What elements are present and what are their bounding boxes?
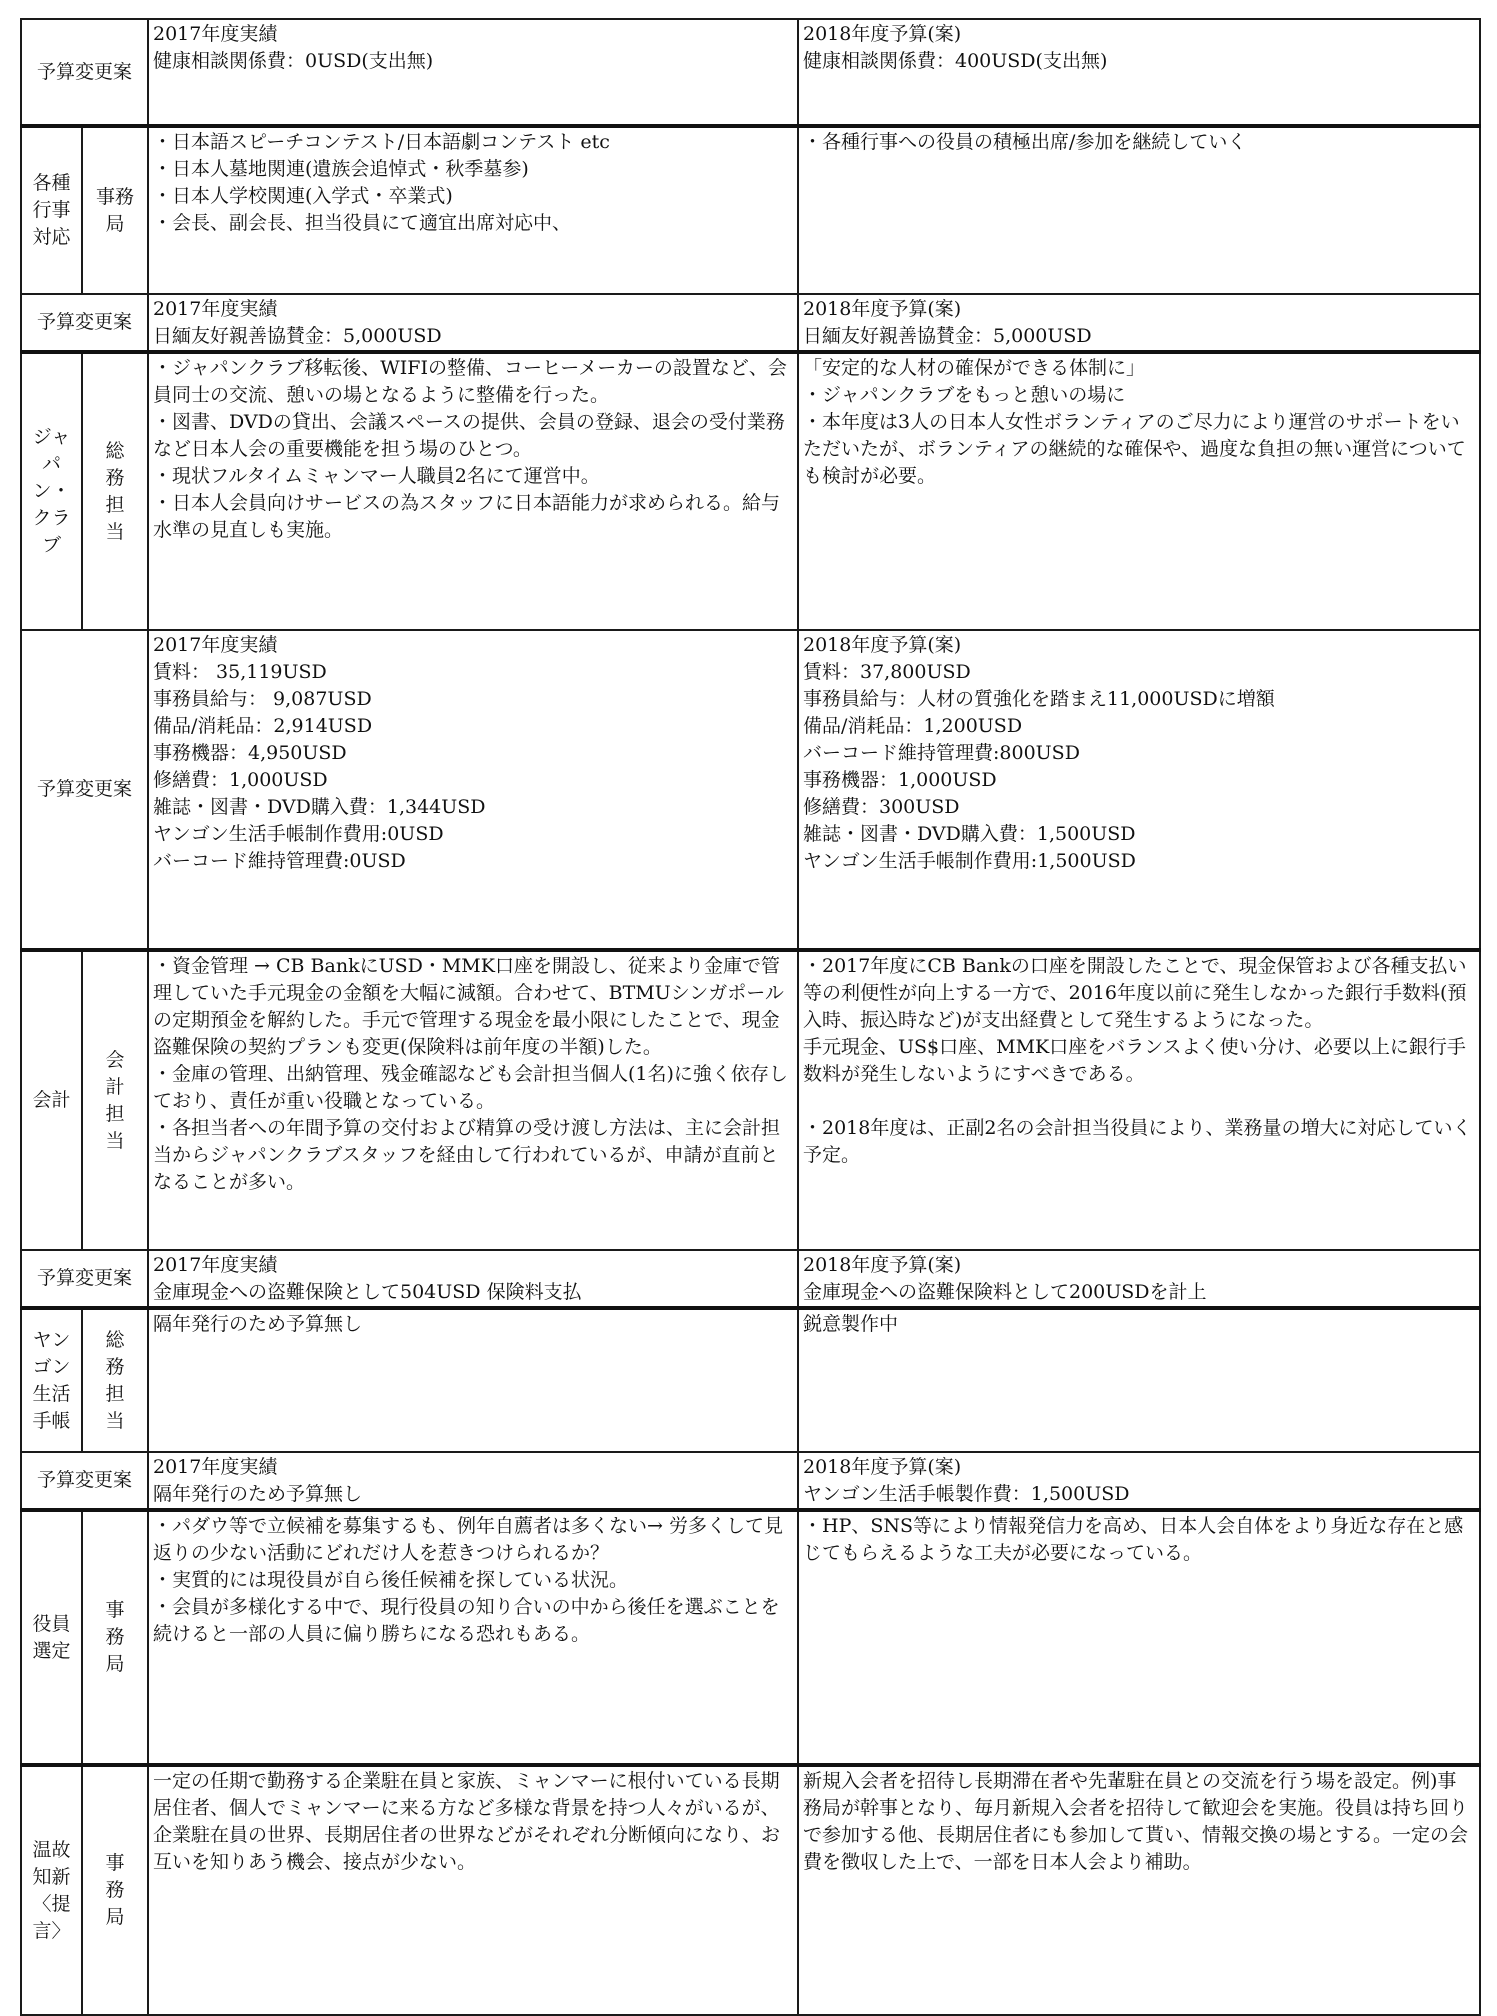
owner-label: 事務局 — [82, 1510, 148, 1765]
budget-label: 予算変更案 — [21, 294, 148, 352]
category-label: 各種行事対応 — [21, 126, 82, 294]
text-line: 事務機器：1,000USD — [803, 769, 997, 791]
text-line: 備品/消耗品：2,914USD — [153, 715, 373, 737]
current-status — [148, 1308, 798, 1452]
current-status — [148, 126, 798, 294]
text-line: 賃料： 35,119USD — [153, 661, 327, 683]
text-line: 2018年度予算(案) — [803, 1456, 962, 1478]
cell-2017 — [148, 19, 798, 126]
text-line: ・図書、DVDの貸出、会議スペースの提供、会員の登録、退会の受付業務など日本人会の重要機能を担う場のひとつ。 — [153, 411, 785, 460]
report-table — [20, 18, 1481, 2016]
category-label: ヤンゴン生活手帳 — [21, 1308, 82, 1452]
text-line: ・日本人会員向けサービスの為スタッフに日本語能力が求められる。給与水準の見直しも実施。 — [153, 492, 781, 541]
category-label: 温故知新〈提言〉 — [21, 1765, 82, 2015]
section-row — [21, 1510, 1480, 1765]
section-row — [21, 1765, 1480, 2015]
text-line — [803, 1088, 1475, 1115]
text-line: 一定の任期で勤務する企業駐在員と家族、ミャンマーに根付いている長期居住者、個人でミャンマーに来る方など多様な背景を持つ人々がいるが、企業駐在員の世界、長期居住者の世界などがそれぞれ分断傾向になり、お互いを知りあう機会、接点が少ない。 — [153, 1770, 781, 1873]
text-line: 事務員給与： 9,087USD — [153, 688, 372, 710]
text-line: 日緬友好親善協賛金：5,000USD — [153, 325, 442, 347]
budget-row — [21, 1452, 1480, 1510]
category-label: 会計 — [21, 950, 82, 1250]
text-line: 隔年発行のため予算無し — [153, 1483, 363, 1505]
text-line: ・パダウ等で立候補を募集するも、例年自薦者は多くない→ 労多くして見返りの少ない活動にどれだけ人を惹きつけられるか？ — [153, 1515, 783, 1564]
text-line: ・資金管理 → CB BankにUSD・MMK口座を開設し、従来より金庫で管理していた手元現金の金額を大幅に減額。合わせて、BTMUシンガポールの定期預金を解約した。手元で管理する現金を最小限にしたことで、現金盗難保険の契約プランも変更(保険料は前年度の半額)した。 — [153, 955, 784, 1058]
owner-label: 総務担当 — [82, 352, 148, 630]
text-line: ・2017年度にCB Bankの口座を開設したことで、現金保管および各種支払い等の利便性が向上する一方で、2016年度以前に発生しなかった銀行手数料(預入時、振込時など)が支出経費として発生するようになった。 — [803, 955, 1467, 1031]
plan — [798, 352, 1480, 630]
text-line: 雑誌・図書・DVD購入費：1,344USD — [153, 796, 486, 818]
cell-2018 — [798, 1250, 1480, 1308]
text-line: 隔年発行のため予算無し — [153, 1313, 363, 1335]
budget-label: 予算変更案 — [21, 19, 148, 126]
cell-2017 — [148, 1250, 798, 1308]
text-line: ・本年度は3人の日本人女性ボランティアのご尽力により運営のサポートをいただいたが、ボランティアの継続的な確保や、過度な負担の無い運営についても検討が必要。 — [803, 411, 1466, 487]
current-status — [148, 352, 798, 630]
current-status — [148, 1765, 798, 2015]
text-line: 2018年度予算(案) — [803, 298, 962, 320]
text-line: 健康相談関係費：400USD(支出無) — [803, 50, 1108, 72]
budget-row — [21, 630, 1480, 950]
budget-label: 予算変更案 — [21, 630, 148, 950]
plan — [798, 950, 1480, 1250]
cell-2018 — [798, 1452, 1480, 1510]
plan — [798, 126, 1480, 294]
owner-label: 総務担当 — [82, 1308, 148, 1452]
cell-2017 — [148, 294, 798, 352]
current-status — [148, 950, 798, 1250]
cell-2018 — [798, 19, 1480, 126]
text-line: 雑誌・図書・DVD購入費：1,500USD — [803, 823, 1136, 845]
cell-2017 — [148, 630, 798, 950]
text-line: ・日本語スピーチコンテスト/日本語劇コンテスト etc — [153, 131, 610, 153]
text-line: 賃料：37,800USD — [803, 661, 971, 683]
section-row — [21, 126, 1480, 294]
budget-row — [21, 19, 1480, 126]
owner-label: 事務局 — [82, 126, 148, 294]
text-line: 修繕費：300USD — [803, 796, 960, 818]
text-line: 2018年度予算(案) — [803, 23, 962, 45]
budget-label: 予算変更案 — [21, 1452, 148, 1510]
text-line: 2018年度予算(案) — [803, 634, 962, 656]
text-line: 金庫現金への盗難保険料として200USDを計上 — [803, 1281, 1207, 1303]
plan — [798, 1308, 1480, 1452]
text-line: ・日本人学校関連(入学式・卒業式) — [153, 185, 453, 207]
section-row — [21, 352, 1480, 630]
cell-2017 — [148, 1452, 798, 1510]
text-line: 手元現金、US$口座、MMK口座をバランスよく使い分け、必要以上に銀行手数料が発生しないようにすべきである。 — [803, 1036, 1466, 1085]
text-line: ・ジャパンクラブ移転後、WIFIの整備、コーヒーメーカーの設置など、会員同士の交流、憩いの場となるように整備を行った。 — [153, 357, 787, 406]
text-line: 2017年度実績 — [153, 1254, 278, 1276]
budget-label: 予算変更案 — [21, 1250, 148, 1308]
category-label: ジャパン・クラブ — [21, 352, 82, 630]
text-line: ・日本人墓地関連(遺族会追悼式・秋季墓参) — [153, 158, 529, 180]
cell-2018 — [798, 294, 1480, 352]
text-line: ・HP、SNS等により情報発信力を高め、日本人会自体をより身近な存在と感じてもらえるような工夫が必要になっている。 — [803, 1515, 1464, 1564]
text-line: 備品/消耗品：1,200USD — [803, 715, 1023, 737]
text-line: 2017年度実績 — [153, 1456, 278, 1478]
text-line: 事務機器：4,950USD — [153, 742, 347, 764]
text-line: 事務員給与：人材の質強化を踏まえ11,000USDに増額 — [803, 688, 1275, 710]
text-line: ・金庫の管理、出納管理、残金確認なども会計担当個人(1名)に強く依存しており、責任が重い役職となっている。 — [153, 1063, 788, 1112]
section-row — [21, 1308, 1480, 1452]
text-line: 「安定的な人材の確保ができる体制に」 — [803, 357, 1146, 379]
text-line: ・実質的には現役員が自ら後任候補を探している状況。 — [153, 1569, 629, 1591]
text-line: ・現状フルタイムミャンマー人職員2名にて運営中。 — [153, 465, 600, 487]
text-line: 金庫現金への盗難保険として504USD 保険料支払 — [153, 1281, 582, 1303]
plan — [798, 1765, 1480, 2015]
owner-label: 会計担当 — [82, 950, 148, 1250]
text-line: 新規入会者を招待し長期滞在者や先輩駐在員との交流を行う場を設定。例)事務局が幹事となり、毎月新規入会者を招待して歓迎会を実施。役員は持ち回りで参加する他、長期居住者にも参加して貰い、情報交換の場とする。一定の会費を徴収した上で、一部を日本人会より補助。 — [803, 1770, 1469, 1873]
text-line: ・会員が多様化する中で、現行役員の知り合いの中から後任を選ぶことを続けると一部の人員に偏り勝ちになる恐れもある。 — [153, 1596, 780, 1645]
text-line: ・各担当者への年間予算の交付および精算の受け渡し方法は、主に会計担当からジャパンクラブスタッフを経由して行われているが、申請が直前となることが多い。 — [153, 1117, 781, 1193]
owner-label: 事務局 — [82, 1765, 148, 2015]
text-line: ・会長、副会長、担当役員にて適宜出席対応中、 — [153, 212, 572, 234]
section-row — [21, 950, 1480, 1250]
current-status — [148, 1510, 798, 1765]
text-line: ・2018年度は、正副2名の会計担当役員により、業務量の増大に対応していく予定。 — [803, 1117, 1472, 1166]
plan — [798, 1510, 1480, 1765]
text-line: ・ジャパンクラブをもっと憩いの場に — [803, 384, 1126, 406]
category-label: 役員選定 — [21, 1510, 82, 1765]
text-line: 鋭意製作中 — [803, 1313, 899, 1335]
text-line: 2018年度予算(案) — [803, 1254, 962, 1276]
text-line: ヤンゴン生活手帳制作費用:0USD — [153, 823, 444, 845]
text-line: 日緬友好親善協賛金：5,000USD — [803, 325, 1092, 347]
text-line: ヤンゴン生活手帳製作費：1,500USD — [803, 1483, 1130, 1505]
text-line: 2017年度実績 — [153, 298, 278, 320]
cell-2018 — [798, 630, 1480, 950]
text-line: 2017年度実績 — [153, 634, 278, 656]
text-line: 修繕費：1,000USD — [153, 769, 328, 791]
text-line: 2017年度実績 — [153, 23, 278, 45]
budget-row — [21, 294, 1480, 352]
budget-row — [21, 1250, 1480, 1308]
text-line: ・各種行事への役員の積極出席/参加を継続していく — [803, 131, 1247, 153]
text-line: 健康相談関係費：0USD(支出無) — [153, 50, 434, 72]
text-line: バーコード維持管理費:800USD — [803, 742, 1080, 764]
text-line: ヤンゴン生活手帳制作費用:1,500USD — [803, 850, 1136, 872]
text-line: バーコード維持管理費:0USD — [153, 850, 406, 872]
